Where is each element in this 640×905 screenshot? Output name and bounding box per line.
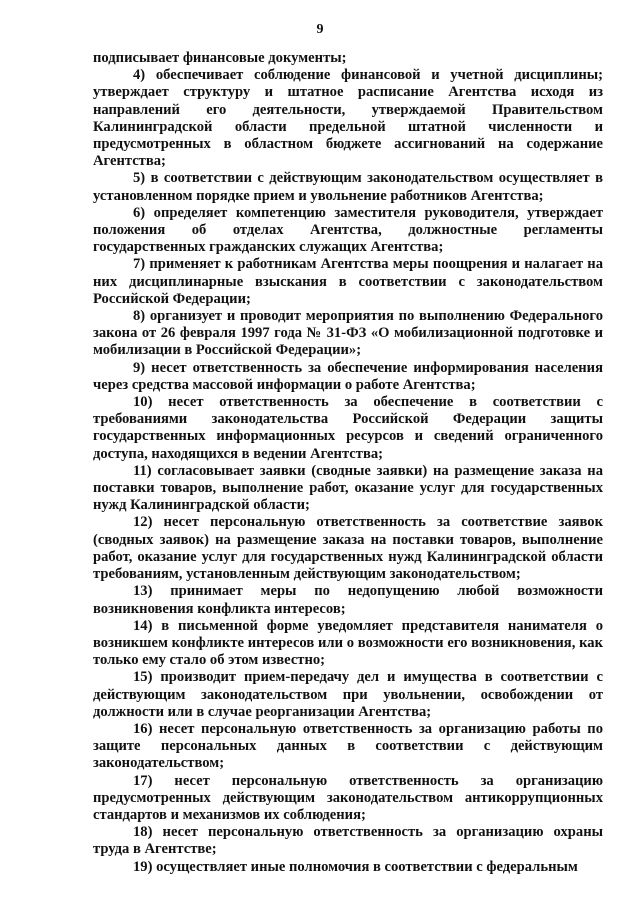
paragraph-item-6: 6) определяет компетенцию заместителя руководителя, утверждает положения об отделах Агентства, должностные регламенты государственных гражданских служащих Агентства; — [93, 204, 603, 256]
paragraph-item-7: 7) применяет к работникам Агентства меры поощрения и налагает на них дисциплинарные взыскания в соответствии с законодательством Российской Федерации; — [93, 256, 603, 307]
paragraph-item-5: 5) в соответствии с действующим законодательством осуществляет в установленном порядке прием и увольнение работников Агентства; — [93, 170, 603, 204]
page-number: 9 — [316, 22, 324, 37]
paragraph-item-19: 19) осуществляет иные полномочия в соответствии с федеральным — [133, 858, 578, 875]
paragraph-item-11: 11) согласовывает заявки (сводные заявки) на размещение заказа на поставки товаров, выполнение работ, оказание услуг для государственных нужд Калининградской области; — [93, 462, 603, 514]
paragraph-item-17: 17) несет персональную ответственность за организацию предусмотренных действующим законодательством антикоррупционных стандартов и механизмов их соблюдения; — [93, 772, 603, 823]
paragraph-item-18: 18) несет персональную ответственность за организацию охраны труда в Агентстве; — [93, 824, 603, 858]
paragraph-item-16: 16) несет персональную ответственность за организацию работы по защите персональных данных в соответствии с действующим законодательством; — [93, 720, 603, 772]
paragraph-item-14: 14) в письменной форме уведомляет представителя нанимателя о возникшем конфликте интересов или о возможности его возникновения, как только ему стало об этом известно; — [93, 617, 603, 669]
document-body — [93, 50, 603, 876]
paragraph-item-12: 12) несет персональную ответственность за соответствие заявок (сводных заявок) на размещение заказа на поставки товаров, выполнение работ, оказание услуг для государственных нужд Калининградской области требованиям, установленным действующим законодательством; — [93, 514, 603, 583]
paragraph-item-15: 15) производит прием-передачу дел и имущества в соответствии с действующим законодательством при увольнении, освобождении от должности или в случае реорганизации Агентства; — [93, 669, 603, 720]
paragraph-item-8: 8) организует и проводит мероприятия по выполнению Федерального закона от 26 февраля 1997 года № 31-ФЗ «О мобилизационной подготовке и мобилизации в Российской Федерации»; — [93, 308, 603, 359]
paragraph-item-4: 4) обеспечивает соблюдение финансовой и учетной дисциплины; утверждает структуру и штатное расписание Агентства исходя из направлений его деятельности, утверждаемой Правительством Калининградской области предельной штатной численности и предусмотренных в областном бюджете ассигнований на содержание Агентства; — [93, 67, 603, 170]
paragraph-item-13: 13) принимает меры по недопущению любой возможности возникновения конфликта интересов; — [93, 583, 603, 617]
paragraph-item-10: 10) несет ответственность за обеспечение в соответствии с требованиями законодательства Российской Федерации защиты государственных информационных ресурсов и сведений ограниченного доступа, находящихся в ведении Агентства; — [93, 394, 603, 462]
paragraph-item-9: 9) несет ответственность за обеспечение информирования населения через средства массовой информации о работе Агентства; — [93, 359, 603, 393]
paragraph-continuation: подписывает финансовые документы; — [93, 50, 347, 66]
